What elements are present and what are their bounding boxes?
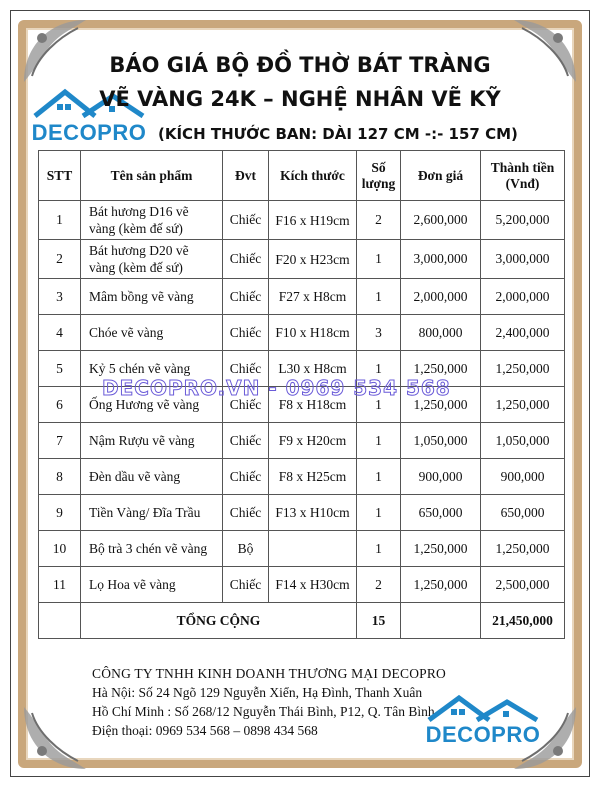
cell-qty: 3 <box>357 315 401 351</box>
cell-name: Kỷ 5 chén vẽ vàng <box>81 351 223 387</box>
cell-price: 1,050,000 <box>401 423 481 459</box>
decopro-logo-bottom <box>418 694 548 746</box>
cell-size <box>269 531 357 567</box>
cell-price: 650,000 <box>401 495 481 531</box>
cell-total: 650,000 <box>481 495 565 531</box>
company-name: CÔNG TY TNHH KINH DOANH THƯƠNG MẠI DECOPRO <box>92 666 447 681</box>
cell-name: Nậm Rượu vẽ vàng <box>81 423 223 459</box>
cell-qty: 1 <box>357 387 401 423</box>
cell-name: Tiền Vàng/ Đĩa Trầu <box>81 495 223 531</box>
address-hcm: Hồ Chí Minh : Số 268/12 Nguyễn Thái Bình, P12, Q. Tân Bình <box>92 704 435 719</box>
cell-unit: Chiếc <box>223 495 269 531</box>
cell-total: 3,000,000 <box>481 240 565 279</box>
cell-unit: Chiếc <box>223 423 269 459</box>
cell-unit: Chiếc <box>223 279 269 315</box>
cell-unit: Chiếc <box>223 459 269 495</box>
cell-qty: 1 <box>357 279 401 315</box>
cell-stt: 11 <box>39 567 81 603</box>
cell-price: 2,000,000 <box>401 279 481 315</box>
table-row <box>39 387 565 423</box>
total-row <box>39 603 565 639</box>
table-row <box>39 240 565 279</box>
cell-qty: 1 <box>357 240 401 279</box>
total-label: TỔNG CỘNG <box>81 603 357 639</box>
cell-stt: 10 <box>39 531 81 567</box>
cell-size: F9 x H20cm <box>269 423 357 459</box>
header-price: Đơn giá <box>401 151 481 201</box>
table-row <box>39 531 565 567</box>
cell-size: F8 x H18cm <box>269 387 357 423</box>
cell-name: Chóe vẽ vàng <box>81 315 223 351</box>
table-row <box>39 495 565 531</box>
cell-price: 1,250,000 <box>401 351 481 387</box>
table-row <box>39 423 565 459</box>
cell-stt: 4 <box>39 315 81 351</box>
cell-size: F27 x H8cm <box>269 279 357 315</box>
cell-unit: Chiếc <box>223 240 269 279</box>
cell-size: F14 x H30cm <box>269 567 357 603</box>
cell-size: L30 x H8cm <box>269 351 357 387</box>
company-footer <box>92 664 446 740</box>
header-size: Kích thước <box>269 151 357 201</box>
cell-total: 1,050,000 <box>481 423 565 459</box>
cell-unit: Chiếc <box>223 567 269 603</box>
cell-stt: 6 <box>39 387 81 423</box>
cell-stt: 7 <box>39 423 81 459</box>
page-title: BÁO GIÁ BỘ ĐỒ THỜ BÁT TRÀNG <box>109 53 491 77</box>
table-row <box>39 567 565 603</box>
cell-price: 3,000,000 <box>401 240 481 279</box>
corner-ornament-icon <box>20 703 90 773</box>
total-price <box>401 603 481 639</box>
cell-name: Ống Hương vẽ vàng <box>81 387 223 423</box>
cell-unit: Chiếc <box>223 351 269 387</box>
cell-total: 5,200,000 <box>481 201 565 240</box>
cell-unit: Chiếc <box>223 387 269 423</box>
header-qty: Số lượng <box>357 151 401 201</box>
cell-qty: 1 <box>357 495 401 531</box>
total-qty: 15 <box>357 603 401 639</box>
address-hanoi: Hà Nội: Số 24 Ngõ 129 Nguyễn Xiển, Hạ Đình, Thanh Xuân <box>92 685 423 700</box>
table-row <box>39 351 565 387</box>
header-unit: Đvt <box>223 151 269 201</box>
cell-stt: 5 <box>39 351 81 387</box>
cell-total: 1,250,000 <box>481 387 565 423</box>
cell-qty: 1 <box>357 531 401 567</box>
cell-name: Bát hương D20 vẽ vàng (kèm đế sứ) <box>81 240 223 279</box>
cell-qty: 1 <box>357 459 401 495</box>
cell-size: F10 x H18cm <box>269 315 357 351</box>
header-name: Tên sản phẩm <box>81 151 223 201</box>
cell-name: Lọ Hoa vẽ vàng <box>81 567 223 603</box>
cell-total: 2,400,000 <box>481 315 565 351</box>
header-stt: STT <box>39 151 81 201</box>
table-row <box>39 315 565 351</box>
cell-price: 1,250,000 <box>401 567 481 603</box>
cell-stt: 1 <box>39 201 81 240</box>
cell-price: 2,600,000 <box>401 201 481 240</box>
cell-total: 1,250,000 <box>481 351 565 387</box>
price-quote-table <box>38 150 565 639</box>
logo-text: DECOPRO <box>31 120 147 145</box>
total-stt <box>39 603 81 639</box>
table-header-row <box>39 151 565 201</box>
cell-name: Bát hương D16 vẽ vàng (kèm đế sứ) <box>81 201 223 240</box>
cell-unit: Bộ <box>223 531 269 567</box>
watermark: DECOPRO.VN - 0969 534 568 <box>102 376 451 400</box>
cell-stt: 2 <box>39 240 81 279</box>
cell-price: 1,250,000 <box>401 387 481 423</box>
cell-qty: 1 <box>357 351 401 387</box>
cell-size: F13 x H10cm <box>269 495 357 531</box>
cell-qty: 1 <box>357 423 401 459</box>
cell-name: Mâm bồng vẽ vàng <box>81 279 223 315</box>
table-size-note: (KÍCH THƯỚC BAN: DÀI 127 CM -:- 157 CM) <box>158 125 518 143</box>
cell-price: 1,250,000 <box>401 531 481 567</box>
logo-text: DECOPRO <box>425 722 541 747</box>
cell-total: 2,000,000 <box>481 279 565 315</box>
table-row <box>39 201 565 240</box>
cell-size: F8 x H25cm <box>269 459 357 495</box>
cell-stt: 3 <box>39 279 81 315</box>
cell-size: F20 x H23cm <box>269 240 357 279</box>
cell-total: 1,250,000 <box>481 531 565 567</box>
header-total: Thành tiền (Vnđ) <box>481 151 565 201</box>
cell-name: Bộ trà 3 chén vẽ vàng <box>81 531 223 567</box>
cell-unit: Chiếc <box>223 315 269 351</box>
cell-stt: 9 <box>39 495 81 531</box>
cell-qty: 2 <box>357 567 401 603</box>
cell-price: 900,000 <box>401 459 481 495</box>
table-row <box>39 279 565 315</box>
cell-price: 800,000 <box>401 315 481 351</box>
cell-total: 900,000 <box>481 459 565 495</box>
house-roof-icon <box>423 694 543 724</box>
total-amount: 21,450,000 <box>481 603 565 639</box>
cell-total: 2,500,000 <box>481 567 565 603</box>
table-row <box>39 459 565 495</box>
cell-size: F16 x H19cm <box>269 201 357 240</box>
page-title-line2: VẼ VÀNG 24K – NGHỆ NHÂN VẼ KỸ <box>99 87 501 111</box>
cell-unit: Chiếc <box>223 201 269 240</box>
cell-qty: 2 <box>357 201 401 240</box>
cell-stt: 8 <box>39 459 81 495</box>
phone-numbers: Điện thoại: 0969 534 568 – 0898 434 568 <box>92 723 318 738</box>
cell-name: Đèn dầu vẽ vàng <box>81 459 223 495</box>
